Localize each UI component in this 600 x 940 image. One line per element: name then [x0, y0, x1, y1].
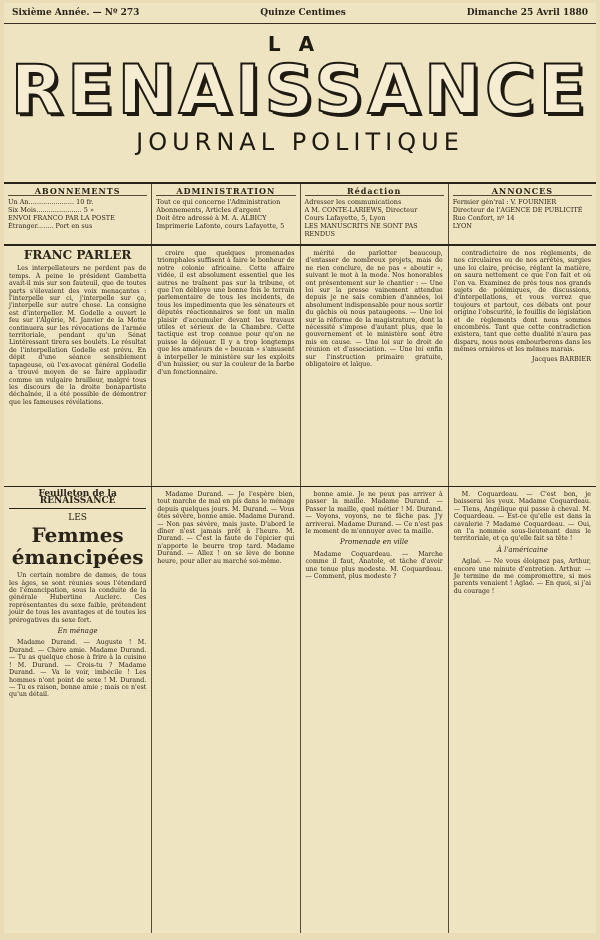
- dialogue-text: bonne amie. Je ne peux pas arriver à passer la maille. Madame Durand. — Passer la maille, quel métier ! M. Durand. — Voyons, voyons, ne te fâche pas. J'y arriverai. Madame Durand. — Ce n'est pas le moment de m'ennuyer avec ta maille.: [305, 491, 443, 536]
- redaction-box: [301, 184, 449, 244]
- dialogue-text: Madame Coquardeau. — Marche comme il faut, Anatole, et tâche d'avoir une tenue plus modeste. M. Coquardeau. — Comment, plus modeste ?: [305, 550, 443, 581]
- section-heading: À l'américaine: [496, 545, 548, 554]
- article-text: Les interpellateurs ne perdent pas de temps. À peine le président Gambetta avait-il mis sur son fauteuil, que de toutes parts s'élevaient des voix menaçantes : l'interpelle sur ci, j'interpelle sur ça, j'interpelle sur autre chose. La consigne est d'interpeller. M. Godelle a ouvert le feu sur l'Algérie, M. Janvier de la Motte continuera sur les révocations de l'armée territoriale, pendant qu'un Sénat Lintéressant tirera ses boulets. Le résultat de l'interpellation Godelle est prévu. En dépit d'une séance sensiblement tapageuse, où l'ex-avocat général Godelle a trouvé moyen de se faire applaudir comme un vulgaire brailleur, malgré tous les discours de la droite bonapartiste déchaînée, il a été possible de démontrer que les fameuses révélations.: [9, 265, 147, 406]
- feuilleton-column-4: [449, 487, 596, 933]
- abonnements-box: [4, 184, 152, 244]
- annonces-box: [449, 184, 596, 244]
- feuilleton-column-1: [4, 487, 152, 933]
- redaction-line: Cours Lafayette, 5, Lyon: [304, 214, 386, 222]
- abonnements-line: Étranger........ Port en sus: [8, 222, 93, 230]
- newspaper-page: [4, 3, 596, 933]
- administration-box: [152, 184, 300, 244]
- annonces-heading: ANNONCES: [453, 187, 592, 196]
- article-text: contradictoire de nos règlements, de nos circulaires ou de nos arrêtés, surgies une loi claire, précise, réglant la matière, on saura nettement ce que l'on fait et où l'on va. Examinez de près tous nos grands sujets de polémiques, de discussions, d'interpellations, et vous verrez que toujours et partout, ces débats ont pour origine l'obscurité, le fouillis de législation et de règlements dont nous sommes encombrés. Tant que cette contradiction existera, tant que cette dualité n'aura pas disparu, nous nous embourberons dans les mêmes ornières et les mêmes marais.: [453, 250, 591, 354]
- administration-line: Doit être adressé à M. A. ALBICY: [156, 214, 267, 222]
- annonces-line: LYON: [452, 222, 472, 230]
- article-columns: [4, 246, 596, 487]
- article-title: FRANC PARLER: [23, 248, 132, 262]
- redaction-line: A M. CONTE-LARIEWS, Directeur: [304, 206, 418, 214]
- masthead: [4, 32, 596, 184]
- article-column-3: [301, 246, 449, 486]
- dialogue-text: Aglaé. — Ne vous éloignez pas, Arthur, encore une minute d'entretien. Arthur. — Je termine de me compromettre, si mes parents venaient ! Aglaé. — En quoi, si j'ai du courage !: [453, 558, 591, 595]
- administration-line: Abonnements, Articles d'argent: [156, 206, 261, 214]
- dialogue-text: Madame Durand. — Je l'espère bien, tout marche de mal en pis dans le ménage depuis quelques jours. M. Durand. — Vous êtes sévère, bonne amie. Madame Durand. — Non pas sévère, mais juste. D'abord le dîner n'est jamais prêt à l'heure. M. Durand. — C'est la faute de l'épicier qui n'apporte le beurre trop tard. Madame Durand. — Allez ! on se lève de bonne heure, pour aller au marché soi-même.: [157, 491, 295, 565]
- dialogue-text: Madame Durand. — Auguste ! M. Durand. — Chère amie. Madame Durand. — Tu as quelque chose à frire à la cuisine ! M. Durand. — Crois-tu ? Madame Durand. — Va le voir, imbécile ! Les hommes n'ont point de sexe ! M. Durand. — Tu es raison, bonne amie ; mais ce n'est qu'un détail.: [9, 639, 147, 699]
- masthead-subtitle: JOURNAL POLITIQUE: [136, 128, 464, 156]
- administration-line: Tout ce qui concerne l'Administration: [156, 198, 281, 206]
- abonnements-line: Un An...................... 10 fr.: [8, 198, 94, 206]
- issue-number: Sixième Année. — Nº 273: [12, 8, 140, 18]
- abonnements-heading: ABONNEMENTS: [8, 187, 147, 196]
- annonces-line: Rue Confort, nº 14: [452, 214, 515, 222]
- article-column-1: [4, 246, 152, 486]
- feuilleton-column-2: [152, 487, 300, 933]
- issue-price: Quinze Centimes: [260, 8, 346, 18]
- article-text: croire que quelques promenades triomphales suffisent à faire le bonheur de notre colonie africaine. Cette affaire vidée, il est absolument essentiel que les autres ne traînent pas sur la tribune, et que l'on débloye une bonne fois le terrain parlementaire de tous les incidents, de tous les impedimenta que les sénateurs et députés réactionnaires se font un malin plaisir d'accumuler devant les travaux utiles et sérieux de la Chambre. Cette tactique est trop connue pour qu'on ne puisse la déjouer. Il y a trop longtemps que les amateurs de « boucan » s'amusent à interpeller le ministère sur les exploits d'un huissier, ou sur la couleur de la barbe d'un fonctionnaire.: [157, 250, 295, 376]
- article-column-4: [449, 246, 596, 486]
- redaction-heading: Rédaction: [305, 187, 444, 196]
- abonnements-line: ENVOI FRANCO PAR LA POSTE: [8, 214, 115, 222]
- article-column-2: [152, 246, 300, 486]
- issue-date: Dimanche 25 Avril 1880: [466, 8, 588, 18]
- annonces-line: Fermier gén'ral : V. FOURNIER: [452, 198, 557, 206]
- section-heading: Promenade en ville: [339, 538, 409, 547]
- section-heading: En ménage: [57, 627, 98, 636]
- redaction-line: LES MANUSCRITS NE SONT PAS RENDUS: [304, 222, 418, 238]
- feuilleton-title: Femmes émancipées: [11, 523, 144, 570]
- feuilleton-column-3: [301, 487, 449, 933]
- feuilleton-heading: Feuilleton de la RENAISSANCE: [9, 491, 146, 509]
- dialogue-text: M. Coquardeau. — C'est bon, je baisserai les yeux. Madame Coquardeau. — Tiens, Angélique qui passe à cheval. M. Coquardeau. — Est-ce qu'elle est dans la cavalerie ? Madame Coquardeau. — Oui, on l'a nommée sous-lieutenant dans le territoriale, et ça qu'elle fait sa tête !: [453, 491, 591, 543]
- info-bar: [4, 184, 596, 246]
- administration-line: Imprimerie Lafonte, cours Lafayette, 5: [156, 222, 285, 230]
- feuilleton-les: LES: [68, 512, 87, 523]
- annonces-line: Directeur de l'AGENCE DE PUBLICITÉ: [452, 206, 583, 214]
- top-info-line: [4, 3, 596, 24]
- feuilleton-section: [4, 487, 596, 933]
- article-signature: Jacques BARBIER: [531, 354, 591, 363]
- redaction-line: Adresser les communications: [304, 198, 402, 206]
- article-text: mérité de parlotter beaucoup, d'entasser de nombreux projets, mais de ne rien conclure, de ne pas « aboutir », suivant le mot à la mode. Nos honorables ont présentement sur le chantier : — Une loi sur la presse vainement attendue depuis je ne sais combien d'années, loi absolument indispensable pour nous sortir du gâchis où nous pataugeons. — Une loi sur la réforme de la magistrature, dont la nécessité s'impose d'autant plus, que le gouvernement et le ministère sont être mis en cause. — Une loi sur le droit de réunion et d'association. — Une loi enfin sur l'instruction primaire gratuite, obligatoire et laïque.: [305, 250, 443, 369]
- feuilleton-intro: Un certain nombre de dames, de tous les âges, se sont réunies sous l'étendard de l'émancipation, sous la conduite de la générale Hubertine Auclerc. Ces représentantes du sexe faible, prétendent jouir de tous les avantages et de toutes les prérogatives du sexe fort.: [9, 572, 147, 624]
- abonnements-line: Six Mois...................... 5 »: [8, 206, 94, 214]
- masthead-la: LA: [267, 32, 333, 56]
- administration-heading: ADMINISTRATION: [156, 187, 295, 196]
- masthead-title: RENAISSANCE: [10, 51, 590, 130]
